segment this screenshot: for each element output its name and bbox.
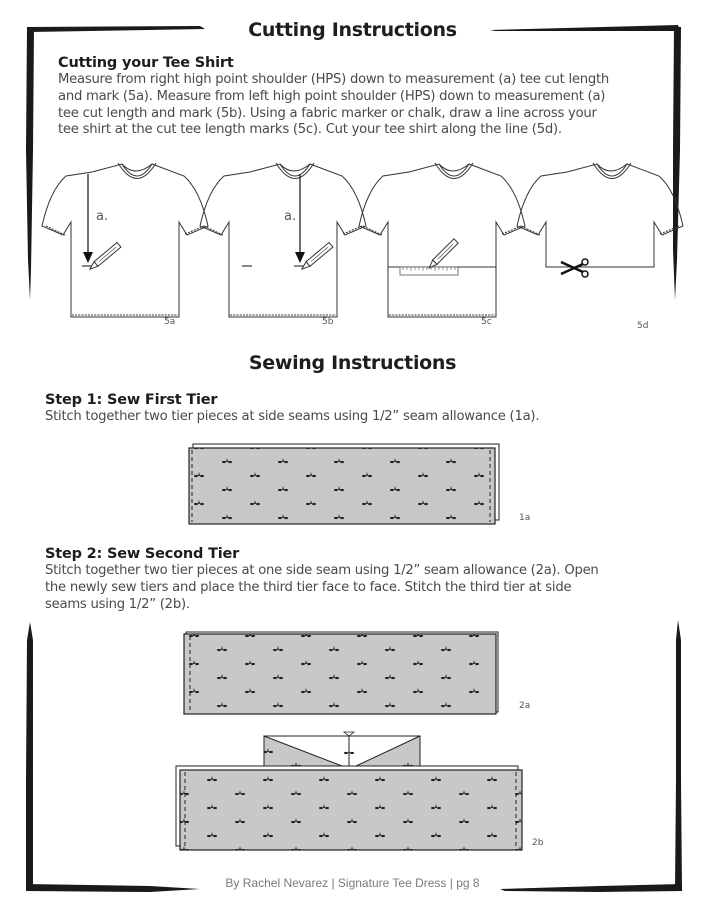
tee-figure-5c <box>359 163 525 317</box>
tier-figure-1a <box>185 440 531 530</box>
step2-line: the newly sew tiers and place the third tier face to face. Stitch the third tier at side <box>45 579 572 595</box>
tee-figure-5d <box>517 163 683 277</box>
step1-title: Step 1: Sew First Tier <box>45 392 218 408</box>
figure-label-5b: 5b <box>322 317 334 327</box>
pencil-icon <box>88 242 121 271</box>
figure-label-5c: 5c <box>481 317 492 327</box>
frame-left-bottom <box>26 622 33 888</box>
step2-line: seams using 1/2” (2b). <box>45 596 190 612</box>
tee-figure-5b <box>200 163 366 317</box>
sewing-title: Sewing Instructions <box>248 352 457 374</box>
figure-label-2b: 2b <box>532 838 544 848</box>
figure-label-5a: 5a <box>164 317 176 327</box>
cutting-line: tee cut length and mark (5b). Using a fabric marker or chalk, draw a line across your <box>58 105 597 121</box>
frame-right-bottom <box>675 620 682 890</box>
pencil-icon <box>300 242 333 271</box>
scissors-icon <box>561 259 588 277</box>
page-footer: By Rachel Nevarez | Signature Tee Dress | pg 8 <box>225 876 480 890</box>
cutting-line: Measure from right high point shoulder (HPS) down to measurement (a) tee cut length <box>58 72 610 87</box>
tier-figure-2a <box>180 628 540 718</box>
marker-a-5a: a. <box>96 209 109 224</box>
tee-illustrations <box>0 160 705 340</box>
cutting-paragraph <box>58 72 609 139</box>
step2-title: Step 2: Sew Second Tier <box>45 546 240 562</box>
cutting-subtitle: Cutting your Tee Shirt <box>58 55 234 71</box>
figure-label-1a: 1a <box>519 513 531 523</box>
step1-paragraph <box>45 409 539 426</box>
figure-label-2a: 2a <box>519 701 531 711</box>
pencil-icon <box>427 239 458 270</box>
cutting-line: tee shirt at the cut tee length marks (5c). Cut your tee shirt along the line (5d). <box>58 122 562 138</box>
tee-figure-5a <box>42 163 208 317</box>
figure-label-5d: 5d <box>637 321 649 331</box>
cutting-title: Cutting Instructions <box>248 19 457 41</box>
step1-line: Stitch together two tier pieces at side seams using 1/2” seam allowance (1a). <box>45 409 540 424</box>
cutting-line: and mark (5a). Measure from left high point shoulder (HPS) down to measurement (a) <box>58 88 606 104</box>
marker-a-5b: a. <box>284 209 297 224</box>
tier-figure-2b <box>170 730 560 850</box>
step2-paragraph <box>45 563 599 613</box>
step2-line: Stitch together two tier pieces at one side seam using 1/2” seam allowance (2a). Open <box>45 563 599 578</box>
